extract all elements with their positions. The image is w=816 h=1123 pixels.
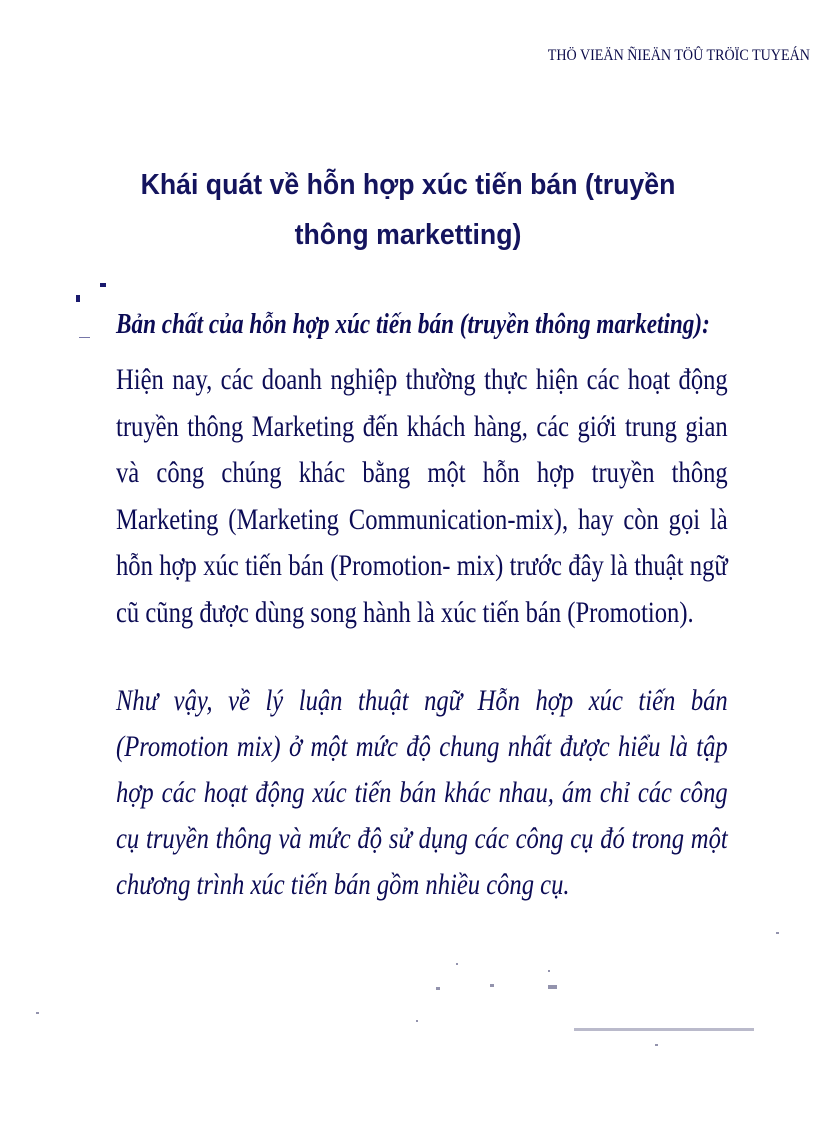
page-title: Khái quát về hỗn hợp xúc tiến bán (truyền thông marketting): [140, 169, 676, 251]
section-heading: Bản chất của hỗn hợp xúc tiến bán (truyền thông marketing):: [116, 308, 710, 340]
italic-paragraph: Như vậy, về lý luận thuật ngữ Hỗn hợp xúc tiến bán (Promotion mix) ở một mức độ chung nhất được hiểu là tập hợp các hoạt động xúc tiến bán khác nhau, ám chỉ các công cụ truyền thông và mức độ sử dụng các công cụ đó trong một chương trình xúc tiến bán gồm nhiều công cụ.: [116, 684, 728, 901]
header-text: THÖ VIEÄN ÑIEÄN TÖÛ TRÖÏC TUYEÁN: [547, 47, 810, 64]
body-paragraph: Hiện nay, các doanh nghiệp thường thực hiện các hoạt động truyền thông Marketing đến khách hàng, các giới trung gian và công chúng khác bằng một hỗn hợp truyền thông Marketing (Marketing Communication-mix), hay còn gọi là hỗn hợp xúc tiến bán (Promotion- mix) trước đây là thuật ngữ cũ cũng được dùng song hành là xúc tiến bán (Promotion).: [116, 363, 728, 629]
bullet-marker: [76, 283, 116, 343]
